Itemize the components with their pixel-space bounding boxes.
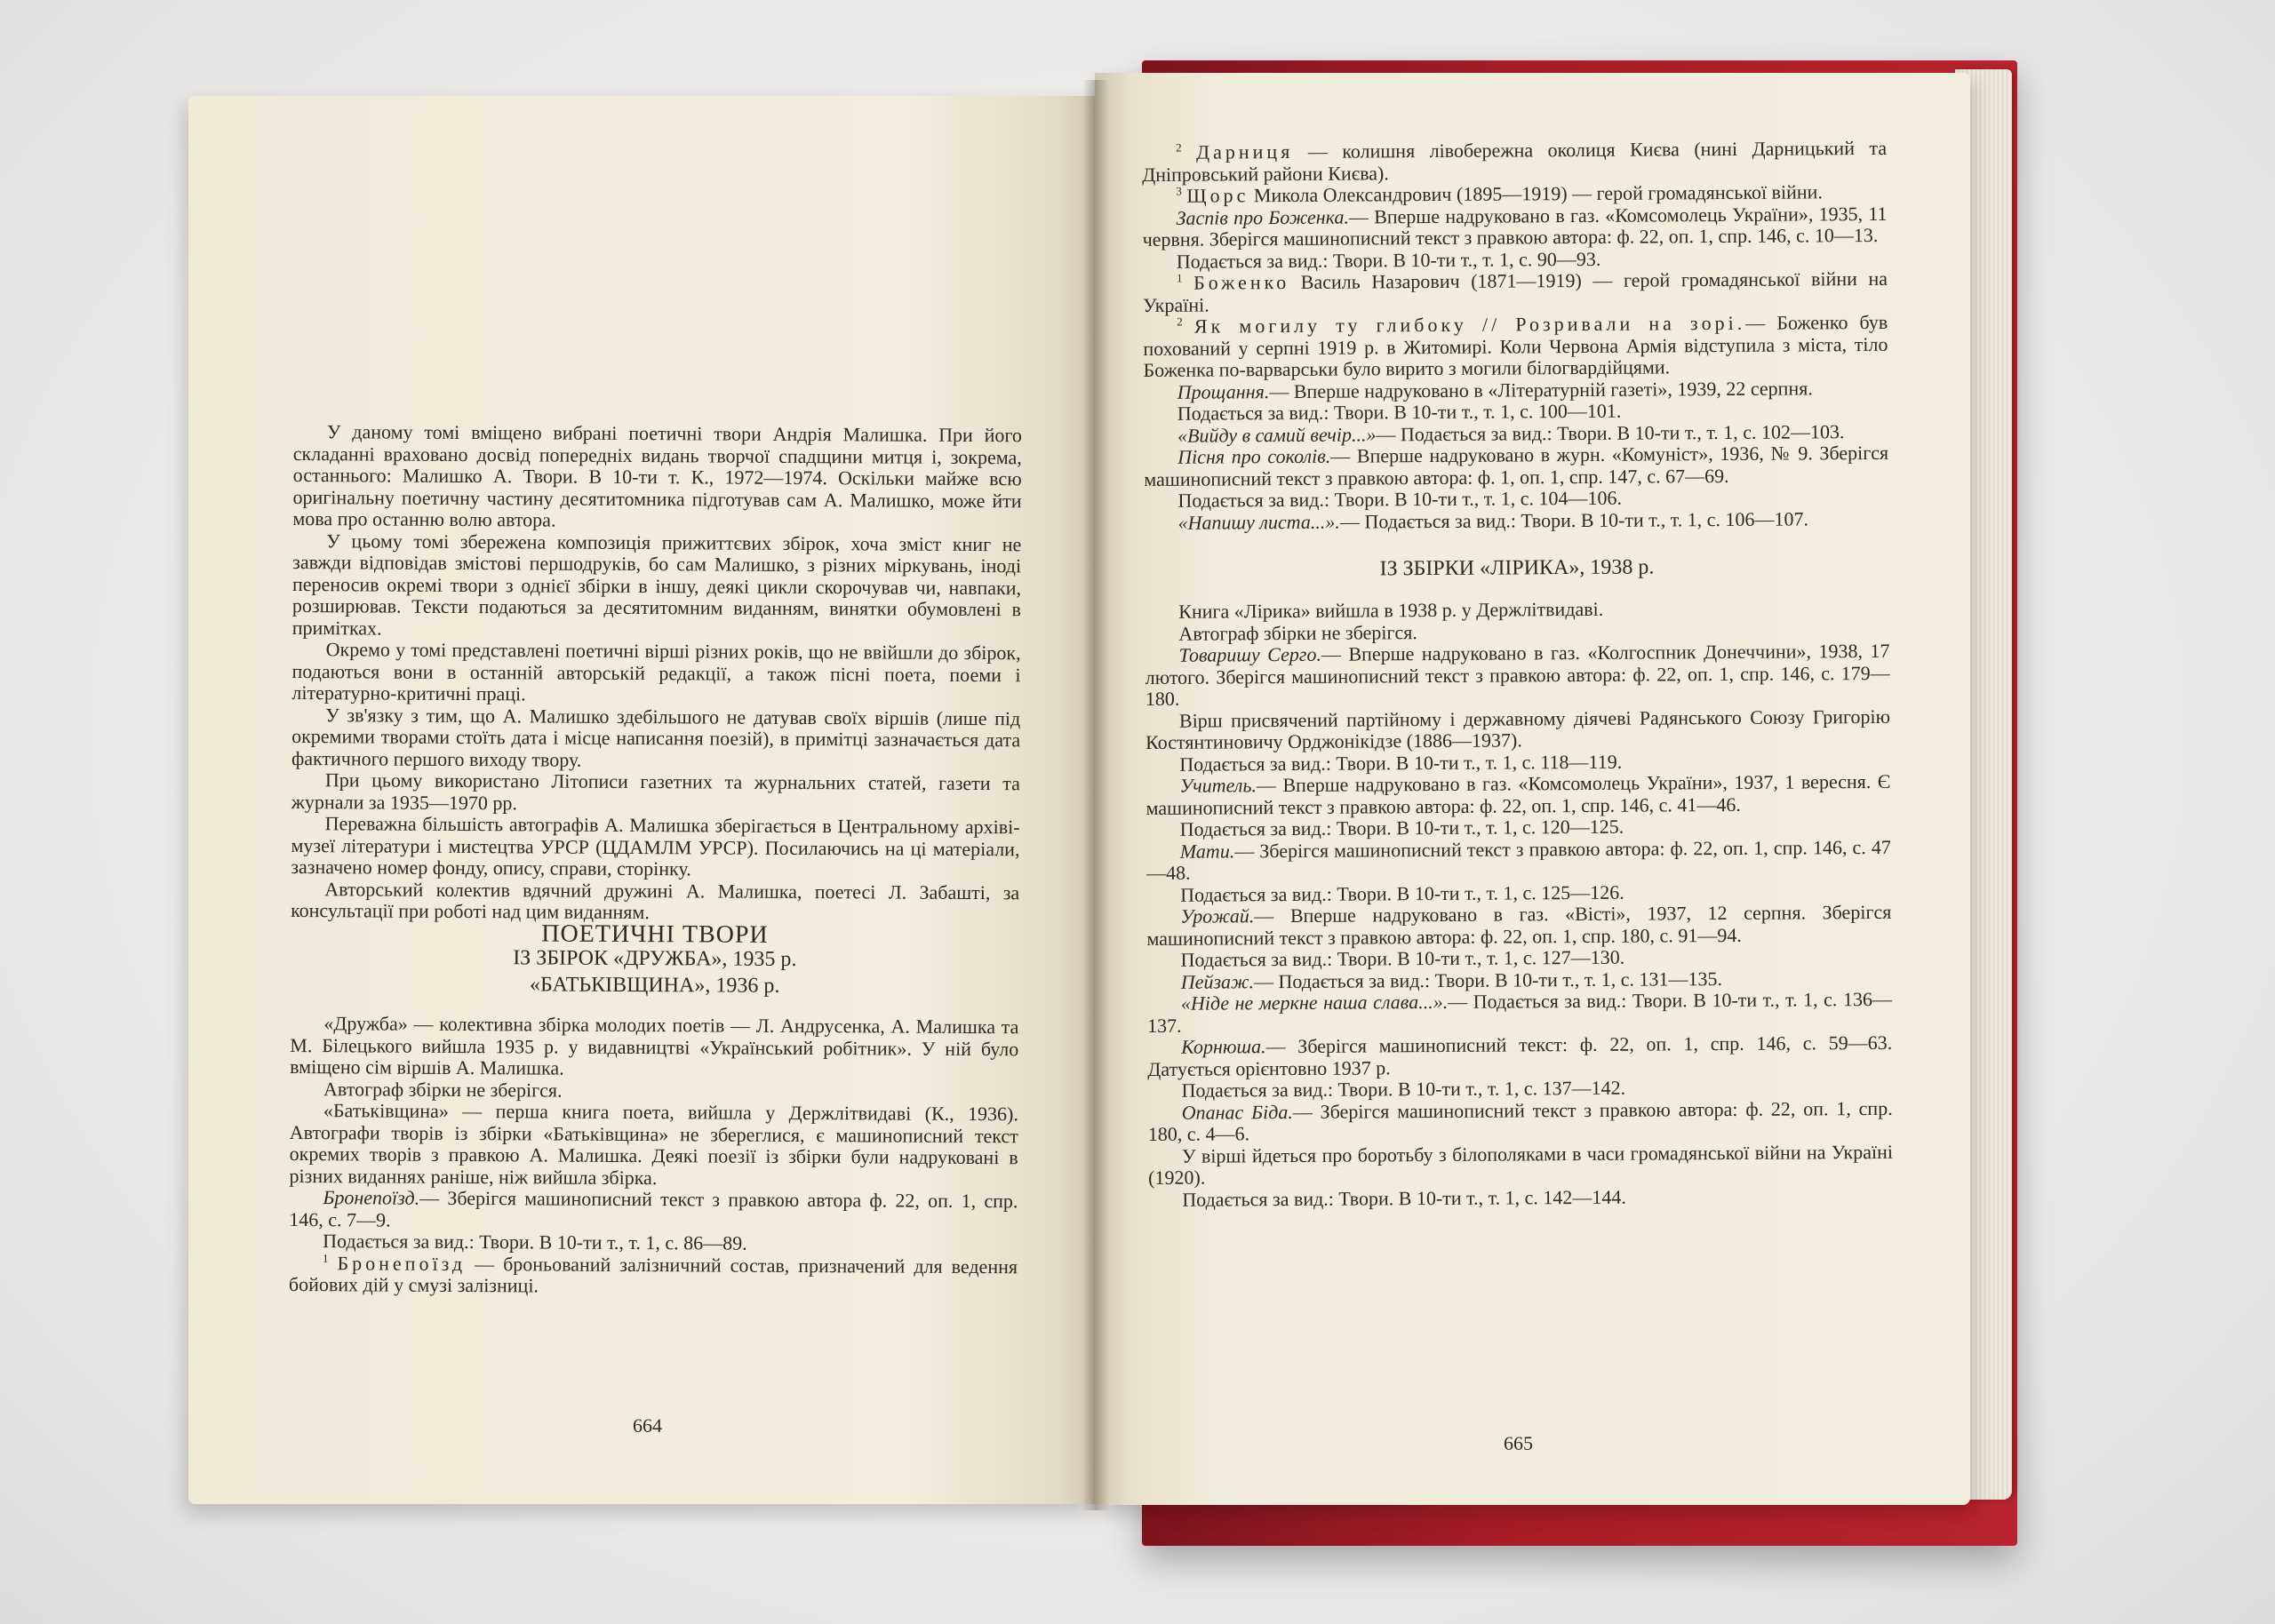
- poem-title: Бронепоїзд.: [323, 1186, 420, 1209]
- footnote-text: — броньований залізничний состав, призначений для ведення бойових дій у смузі залізниці.: [288, 1252, 1018, 1297]
- note-paragraph: Автограф збірки не зберігся.: [323, 1077, 563, 1102]
- note-entry: [1148, 1097, 1893, 1145]
- note-entry: [1145, 641, 1889, 711]
- footnote: [1142, 138, 1887, 186]
- footnote-text: Василь Назарович (1871—1919) — герой громадянської війни на Україні.: [1143, 267, 1888, 316]
- footnote-term: Як могилу ту глибоку // Розривали на зорі.: [1193, 311, 1746, 338]
- note-text: — Зберігся машинописний текст з правкою автора ф. 22, оп. 1, спр. 146, с. 7—9.: [289, 1186, 1018, 1231]
- poem-title: Урожай.: [1180, 904, 1255, 927]
- collection-title: ІЗ ЗБІРОК «ДРУЖБА», 1935 р.: [513, 946, 797, 971]
- note-text: — Зберігся машинописний текст: ф. 22, оп. 1, спр. 146, с. 59—63. Датується орієнтовно 1937 р.: [1147, 1031, 1893, 1080]
- note-text: — Подається за вид.: Твори. В 10-ти т., т. 1, с. 131—135.: [1253, 967, 1723, 992]
- source-line: Подається за вид.: Твори. В 10-ти т., т. 1, с. 142—144.: [1182, 1185, 1626, 1211]
- note-entry: [1146, 836, 1891, 884]
- footnote: [289, 1252, 1018, 1299]
- footnote-mark: 1: [1176, 271, 1183, 285]
- note-entry: [1145, 507, 1889, 534]
- note-entry: [1146, 902, 1891, 950]
- note-entry: [1147, 1032, 1892, 1080]
- footnote: [1143, 268, 1888, 316]
- source-line: Подається за вид.: Твори. В 10-ти т., т. 1, с. 86—89.: [323, 1230, 747, 1254]
- source-line: Подається за вид.: Твори. В 10-ти т., т. 1, с. 137—142.: [1181, 1076, 1626, 1102]
- intro-paragraph: Переважна більшість автографів А. Малишка зберігається в Центральному архіві-музеї літератури і мистецтва УРСР (ЦДАМЛМ УРСР). Посилаючись на ці матеріали, зазначено номер фонду, опису, справи, сторінку.: [291, 812, 1020, 880]
- footnote-text: — колишня лівобережна околиця Києва (нині Дарницький та Дніпровський райони Києва).: [1142, 136, 1888, 186]
- section-title: ПОЕТИЧНІ ТВОРИ: [541, 919, 769, 949]
- poem-title: Заспів про Боженка.: [1176, 205, 1349, 229]
- footnote-mark: 3: [1176, 184, 1182, 198]
- intro-paragraph: Окремо у томі представлені поетичні вірші різних років, що не ввійшли до збірок, подаються вони в останній авторській редакції, а також пісні поета, поеми і літературно-критичні праці.: [291, 638, 1021, 705]
- source-line: Подається за вид.: Твори. В 10-ти т., т. 1, с. 90—93.: [1176, 247, 1601, 273]
- intro-paragraph: Авторський колектив вдячний дружині А. Малишка, поетесі Л. Забашті, за консультації при роботі над цим виданням.: [291, 877, 1020, 924]
- right-page-text: [1142, 138, 1893, 1211]
- note-paragraph: Автограф збірки не зберігся.: [1178, 620, 1417, 645]
- footnote-mark: 2: [1177, 314, 1183, 329]
- source-line: Подається за вид.: Твори. В 10-ти т., т. 1, с. 104—106.: [1177, 486, 1623, 512]
- note-paragraph: Вірш присвячений партійному і державному діячеві Радянського Союзу Григорію Костянтиновичу Орджонікідзе (1886—1937).: [1145, 705, 1891, 753]
- intro-paragraph: У зв'язку з тим, що А. Малишко здебільшого не датував своїх віршів (лише під окремими творами стоїть дата і місце написання поезій), в примітці зазначається дата фактичного першого виходу твору.: [291, 703, 1021, 771]
- left-page-text: [289, 421, 1022, 1300]
- intro-paragraph: У цьому томі збережена композиція прижиттєвих збірок, хоча зміст книг не завжди відповідав змістові першодруків, бо сам Малишко, з різних міркувань, іноді переносив окремі твори з однієї збірки в іншу, деякі цикли скорочував чи, навпаки, розширював. Тексти подаються за десятитомним виданням, винятки обумовлені в примітках.: [291, 529, 1022, 640]
- note-text: — Подається за вид.: Твори. В 10-ти т., т. 1, с. 136—137.: [1146, 987, 1892, 1037]
- note-entry: [1142, 203, 1887, 251]
- source-line: Подається за вид.: Твори. В 10-ти т., т. 1, с. 118—119.: [1179, 750, 1623, 776]
- note-text: — Вперше надруковано в «Літературній газеті», 1939, 22 серпня.: [1269, 376, 1813, 402]
- footnote-term: Боженко: [1193, 270, 1290, 294]
- intro-paragraph: У даному томі вміщено вибрані поетичні твори Андрія Малишка. При його складанні враховано досвід попередніх видань творчої спадщини митця і, зокрема, останнього: Малишко А. Твори. В 10-ти т. К., 1972—1974. Оскільки майже всю оригінальну поетичну частину десятитомника підготував сам А. Малишко, може йти мова про останню волю автора.: [292, 420, 1022, 531]
- poem-title: Опанас Біда.: [1181, 1100, 1293, 1124]
- source-line: Подається за вид.: Твори. В 10-ти т., т. 1, с. 100—101.: [1177, 399, 1622, 425]
- note-entry: [289, 1187, 1018, 1234]
- source-line: Подається за вид.: Твори. В 10-ти т., т. 1, с. 120—125.: [1179, 815, 1624, 840]
- note-text: — Зберігся машинописний текст з правкою автора: ф. 22, оп. 1, спр. 180, с. 4—6.: [1147, 1096, 1893, 1145]
- source-line: Подається за вид.: Твори. В 10-ти т., т. 1, с. 127—130.: [1180, 945, 1625, 971]
- note-text: — Вперше надруковано в газ. «Вісті», 1937, 12 серпня. Зберігся машинописний текст з правкою автора: ф. 22, оп. 1, спр. 180, с. 91—94.: [1146, 900, 1892, 950]
- note-paragraph: У вірші йдеться про боротьбу з білополяками в часи громадянської війни на Україні (1920).: [1148, 1140, 1894, 1189]
- footnote-mark: 2: [1175, 140, 1182, 155]
- note-paragraph: Книга «Лірика» вийшла в 1938 р. у Держлітвидаві.: [1178, 597, 1604, 623]
- note-text: — Вперше надруковано в газ. «Комсомолець України», 1935, 11 червня. Зберігся машинописний текст з правкою автора: ф. 22, оп. 1, спр. 146, с. 10—13.: [1142, 202, 1888, 251]
- poem-title: Мати.: [1179, 839, 1235, 863]
- footnote: [1143, 312, 1888, 382]
- note-text: — Вперше надруковано в журн. «Комуніст», 1936, № 9. Зберігся машинописний текст з правкою автора: ф. 1, оп. 1, спр. 147, с. 67—69.: [1144, 441, 1889, 490]
- page-number: 665: [1504, 1432, 1533, 1454]
- poem-title: Корнюша.: [1181, 1035, 1266, 1058]
- poem-title: Товаришу Серго.: [1178, 642, 1322, 666]
- page-number: 664: [633, 1414, 662, 1437]
- note-text: — Зберігся машинописний текст з правкою автора: ф. 22, оп. 1, спр. 146, с. 47—48.: [1145, 835, 1891, 884]
- footnote-term: Щорс: [1186, 184, 1249, 207]
- footnote-term: Дарниця: [1195, 139, 1294, 163]
- footnote-text: Микола Олександрович (1895—1919) — герой громадянської війни.: [1253, 180, 1823, 207]
- poem-title: «Ніде не меркне наша слава...».: [1180, 990, 1449, 1015]
- poem-title: «Напишу листа...».: [1177, 510, 1340, 534]
- poem-title: Пісня про соколів.: [1177, 444, 1331, 468]
- note-text: — Подається за вид.: Твори. В 10-ти т., т. 1, с. 102—103.: [1376, 419, 1845, 445]
- poem-title: Учитель.: [1179, 774, 1257, 797]
- note-entry: [1147, 989, 1892, 1037]
- note-entry: [1145, 771, 1890, 819]
- poem-title: Прощання.: [1177, 379, 1270, 403]
- note-entry: [1144, 442, 1888, 490]
- collection-title: «БАТЬКІВЩИНА», 1936 р.: [529, 973, 780, 998]
- poem-title: «Вийду в самий вечір...»: [1177, 422, 1377, 447]
- book-gutter: [1082, 80, 1109, 1510]
- footnote-term: Бронепоїзд: [337, 1251, 467, 1275]
- footnote-mark: 1: [323, 1251, 329, 1265]
- note-paragraph: «Батьківщина» — перша книга поета, вийшла у Держлітвидаві (К., 1936). Автографи творів із збірки «Батьківщина» не збереглися, є машинописний текст окремих творів з правкою А. Малишка. Деякі поезії із збірки були надруковані в різних виданнях раніше, ніж вийшла збірка.: [289, 1099, 1018, 1189]
- source-line: Подається за вид.: Твори. В 10-ти т., т. 1, с. 125—126.: [1180, 880, 1624, 906]
- note-text: — Подається за вид.: Твори. В 10-ти т., т. 1, с. 106—107.: [1339, 506, 1809, 533]
- intro-paragraph: При цьому використано Літописи газетних та журнальних статей, газети та журнали за 1935—1970 рр.: [291, 768, 1020, 814]
- footnote-text: — Боженко був похований у серпні 1919 р. в Житомирі. Коли Червона Армія відступила з міста, тіло Боженка по-варварськи було вирито з могили білогвардійцями.: [1143, 310, 1888, 381]
- note-text: — Вперше надруковано в газ. «Колгоспник Донеччини», 1938, 17 лютого. Зберігся машинописний текст з правкою автора: ф. 22, оп. 1, спр. 146, с. 179—180.: [1145, 639, 1890, 710]
- collection-title: ІЗ ЗБІРКИ «ЛІРИКА», 1938 р.: [1379, 555, 1655, 581]
- note-paragraph: «Дружба» — колективна збірка молодих поетів — Л. Андрусенка, А. Малишка та М. Білецького вийшла 1935 р. у видавництві «Український робітник». У ній було вміщено сім віршів А. Малишка.: [290, 1012, 1019, 1079]
- note-text: — Вперше надруковано в газ. «Комсомолець України», 1937, 1 вересня. Є машинописний текст з правкою автора: ф. 22, оп. 1, спр. 146, с. 41—46.: [1145, 769, 1891, 819]
- poem-title: Пейзаж.: [1180, 969, 1255, 993]
